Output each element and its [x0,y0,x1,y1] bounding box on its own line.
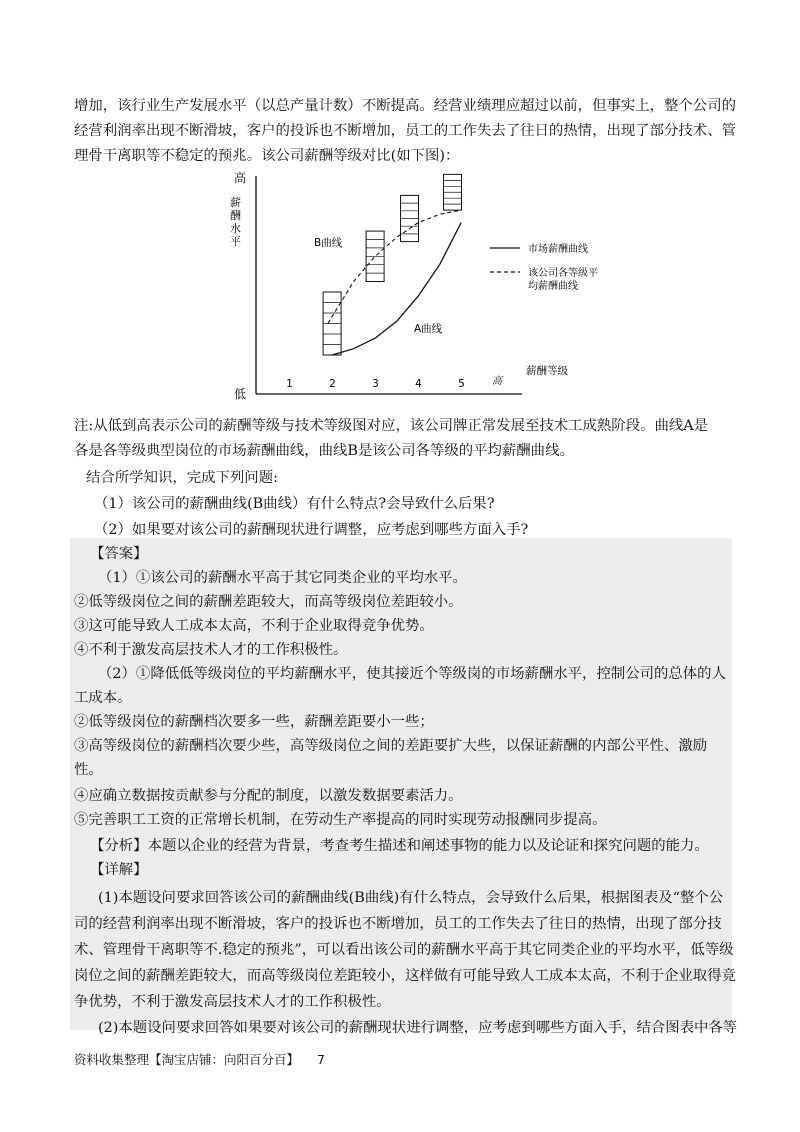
y-axis-label-char: 水 [230,222,241,235]
x-axis-label: 薪酬等级 [526,365,568,377]
intro-line-2: 经营利润率出现不断滑坡，客户的投诉也不断增加，员工的工作失去了往日的热情，出现了部分技术、管 [74,123,736,139]
answer-1-2: ②低等级岗位之间的薪酬差距较大，而高等级岗位差距较小。 [74,594,463,610]
answer-2-1a: （2）①降低低等级岗位的平均薪酬水平，使其接近个等级岗的市场薪酬水平，控制公司的总体的人 [98,666,726,682]
detail-line-4: 岗位之间的薪酬差距较大，而高等级岗位差距较小，这样做有可能导致人工成本太高，不利于企业取得竞 [74,968,736,984]
answer-block [70,538,738,1036]
answer-2-3b: 性。 [74,762,103,778]
detail-line-5: 争优势，不利于激发高层技术人才的工作积极性。 [74,994,391,1010]
x-tick-label: 3 [372,378,379,390]
detail-heading: 【详解】 [90,862,148,878]
curve-a-label: A曲线 [414,323,443,335]
detail-line-2: 司的经营利润率出现不断滑坡，客户的投诉也不断增加，员工的工作失去了往日的热情，出现了部分技 [74,916,722,932]
footer [74,1050,325,1068]
curve-b-label: B曲线 [314,237,343,249]
salary-grade-chart [222,166,622,404]
legend-dashed-label-1: 该公司各等级平 [528,268,598,279]
answer-1-3: ③这可能导致人工成本太高，不利于企业取得竞争优势。 [74,618,434,634]
y-axis-label-char: 薪 [230,196,241,209]
y-top-label: 高 [234,171,247,185]
detail-line-1: (1)本题设问要求回答该公司的薪酬曲线(B曲线)有什么特点，会导致什么后果，根据图表及“整个公 [98,890,724,906]
question-2: （2）如果要对该公司的薪酬现状进行调整，应考虑到哪些方面入手? [94,522,529,538]
x-tick-label: 2 [329,378,336,390]
note-line-1: 注:从低到高表示公司的薪酬等级与技术等级图对应，该公司牌正常发展至技术工成熟阶段。曲线A是 [74,418,709,434]
legend-solid-label: 市场薪酬曲线 [528,244,588,255]
answer-heading: 【答案】 [90,546,148,562]
answer-2-5: ⑤完善职工工资的正常增长机制，在劳动生产率提高的同时实现劳动报酬同步提高。 [74,812,607,828]
market-salary-curve [332,223,461,355]
y-axis-label [230,195,241,248]
x-high-label: 高 [492,376,502,387]
footer-text: 资料收集整理【淘宝店铺：向阳百分百】 [74,1052,300,1067]
x-tick-label: 5 [458,378,465,390]
legend-dashed-label-2: 均薪酬曲线 [528,281,578,292]
intro-line-1: 增加，该行业生产发展水平（以总产量计数）不断提高。经营业绩理应超过以前，但事实上，整个公司的 [74,98,736,114]
answer-1-4: ④不利于激发高层技术人才的工作积极性。 [74,642,348,658]
answer-2-2: ②低等级岗位的薪酬档次要多一些，薪酬差距要小一些； [74,714,434,730]
company-average-curve [328,210,461,323]
intro-line-3: 理骨干离职等不稳定的预兆。该公司薪酬等级对比(如下图)： [74,148,460,164]
answer-2-3a: ③高等级岗位的薪酬档次要少些，高等级岗位之间的差距要扩大些，以保证薪酬的内部公平性、激励 [74,738,708,754]
task-text: 结合所学知识，完成下列问题: [86,470,278,486]
note-line-2: 各是各等级典型岗位的市场薪酬曲线，曲线B是该公司各等级的平均薪酬曲线。 [74,443,574,459]
x-tick-label: 1 [286,378,293,390]
y-bottom-label: 低 [234,387,247,401]
answer-2-4: ④应确立数据按贡献参与分配的制度，以激发数据要素活力。 [74,788,463,804]
answer-2-1b: 工成本。 [74,690,132,706]
detail-line-3: 术、管理骨干离职等不.稳定的预兆”，可以看出该公司的薪酬水平高于其它同类企业的平均水平，低等级 [74,942,734,958]
y-axis-label-char: 酬 [230,209,241,222]
question-1: （1）该公司的薪酬曲线(B曲线）有什么特点?会导致什么后果? [94,496,495,512]
detail-line-6: (2)本题设问要求回答如果要对该公司的薪酬现状进行调整，应考虑到哪些方面入手，结合图表中各等 [98,1020,738,1036]
page-number: 7 [317,1052,325,1067]
x-tick-label: 4 [415,378,422,390]
answer-1-1: （1）①该公司的薪酬水平高于其它同类企业的平均水平。 [98,570,467,586]
analysis-text: 【分析】本题以企业的经营为背景，考查考生描述和阐述事物的能力以及论证和探究问题的能力。 [90,838,709,854]
y-axis-label-char: 平 [230,235,241,248]
